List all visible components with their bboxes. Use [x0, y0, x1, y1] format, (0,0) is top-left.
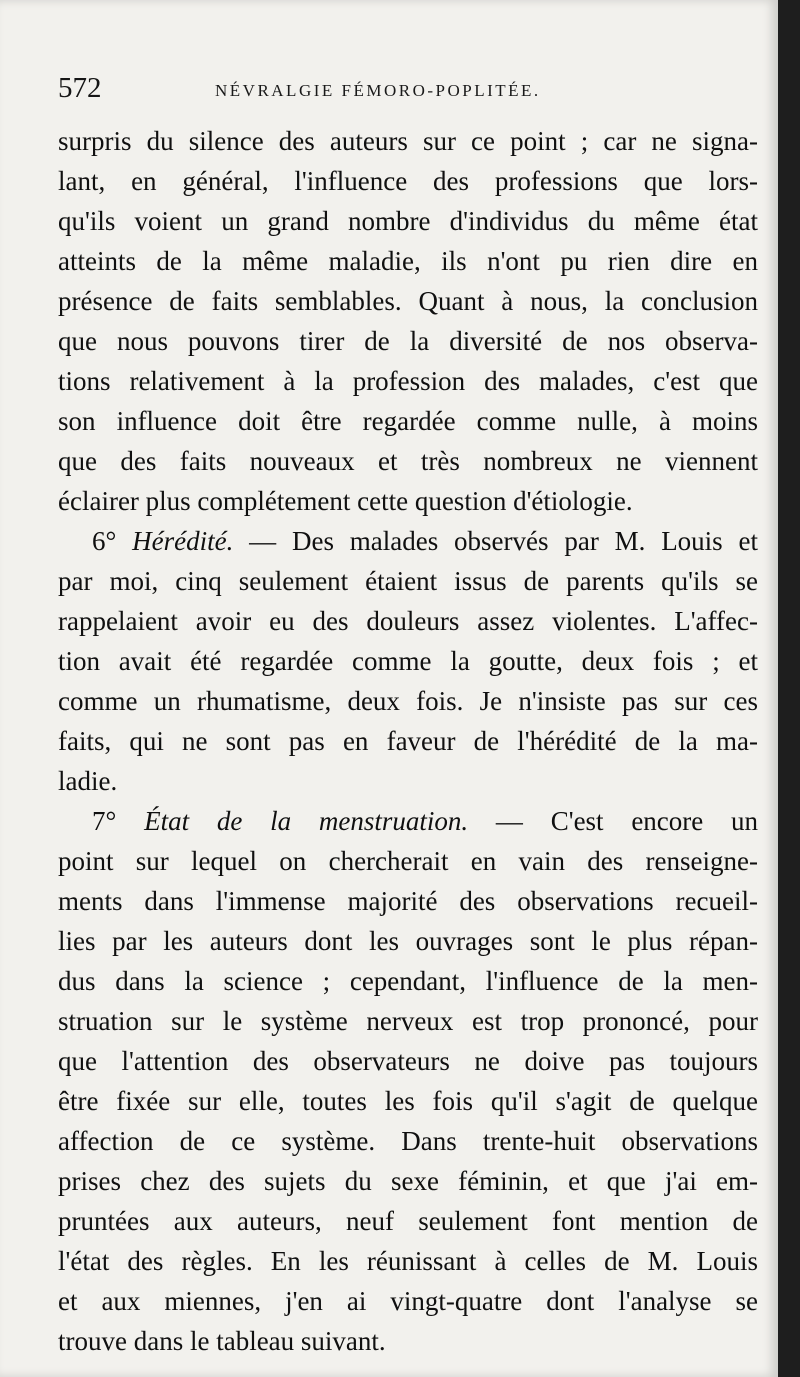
text-line: comme un rhumatisme, deux fois. Je n'insiste pas sur ces	[58, 686, 758, 716]
text-line: lies par les auteurs dont les ouvrages sont le plus répan-	[58, 926, 758, 956]
text-fragment: — C'est encore un	[495, 806, 759, 836]
page-header	[58, 72, 758, 112]
running-title: NÉVRALGIE FÉMORO-POPLITÉE.	[215, 81, 541, 100]
text-line: par moi, cinq seulement étaient issus de parents qu'ils se	[58, 566, 758, 596]
text-line: et aux miennes, j'en ai vingt-quatre dont l'analyse se	[58, 1286, 758, 1316]
text-line: affection de ce système. Dans trente-huit observations	[58, 1126, 758, 1156]
text-line: surpris du silence des auteurs sur ce point ; car ne signa-	[58, 126, 758, 156]
text-line: prises chez des sujets du sexe féminin, et que j'ai em-	[58, 1166, 758, 1196]
section-number: 7°	[92, 806, 117, 836]
page-number: 572	[58, 72, 102, 104]
text-line: l'état des règles. En les réunissant à celles de M. Louis	[58, 1246, 758, 1276]
text-line: qu'ils voient un grand nombre d'individus du même état	[58, 206, 758, 236]
text-line: ments dans l'immense majorité des observations recueil-	[58, 886, 758, 916]
text-line: rappelaient avoir eu des douleurs assez violentes. L'affec-	[58, 606, 758, 636]
paragraph-professions	[58, 121, 758, 521]
text-line: pruntées aux auteurs, neuf seulement font mention de	[58, 1206, 758, 1236]
text-line: son influence doit être regardée comme nulle, à moins	[58, 406, 758, 436]
paragraph-heredite	[58, 521, 758, 801]
text-line: atteints de la même maladie, ils n'ont pu rien dire en	[58, 246, 758, 276]
text-line: faits, qui ne sont pas en faveur de l'hérédité de la ma-	[58, 726, 758, 756]
text-line: struation sur le système nerveux est trop prononcé, pour	[58, 1006, 758, 1036]
section-heading: État de la menstruation.	[144, 806, 469, 836]
paragraph-menstruation	[58, 801, 758, 1361]
text-line: point sur lequel on chercherait en vain des renseigne-	[58, 846, 758, 876]
text-line: éclairer plus complétement cette question d'étiologie.	[58, 486, 633, 516]
text-line: tions relativement à la profession des malades, c'est que	[58, 366, 758, 396]
text-line: être fixée sur elle, toutes les fois qu'il s'agit de quelque	[58, 1086, 758, 1116]
page-body	[58, 121, 758, 1361]
section-number: 6°	[92, 526, 117, 556]
text-line: tion avait été regardée comme la goutte, deux fois ; et	[58, 646, 758, 676]
section-heading-line	[58, 801, 758, 841]
text-line: dus dans la science ; cependant, l'influence de la men-	[58, 966, 758, 996]
text-line: ladie.	[58, 766, 118, 796]
text-line: que l'attention des observateurs ne doive pas toujours	[58, 1046, 758, 1076]
section-heading-line	[58, 521, 758, 561]
text-line: que nous pouvons tirer de la diversité de nos observa-	[58, 326, 758, 356]
text-line: présence de faits semblables. Quant à nous, la conclusion	[58, 286, 758, 316]
section-heading: Hérédité.	[132, 526, 234, 556]
text-line: trouve dans le tableau suivant.	[58, 1326, 386, 1356]
text-line: que des faits nouveaux et très nombreux ne viennent	[58, 446, 758, 476]
text-fragment: — Des malades observés par M. Louis et	[249, 526, 758, 556]
text-line: lant, en général, l'influence des professions que lors-	[58, 166, 758, 196]
